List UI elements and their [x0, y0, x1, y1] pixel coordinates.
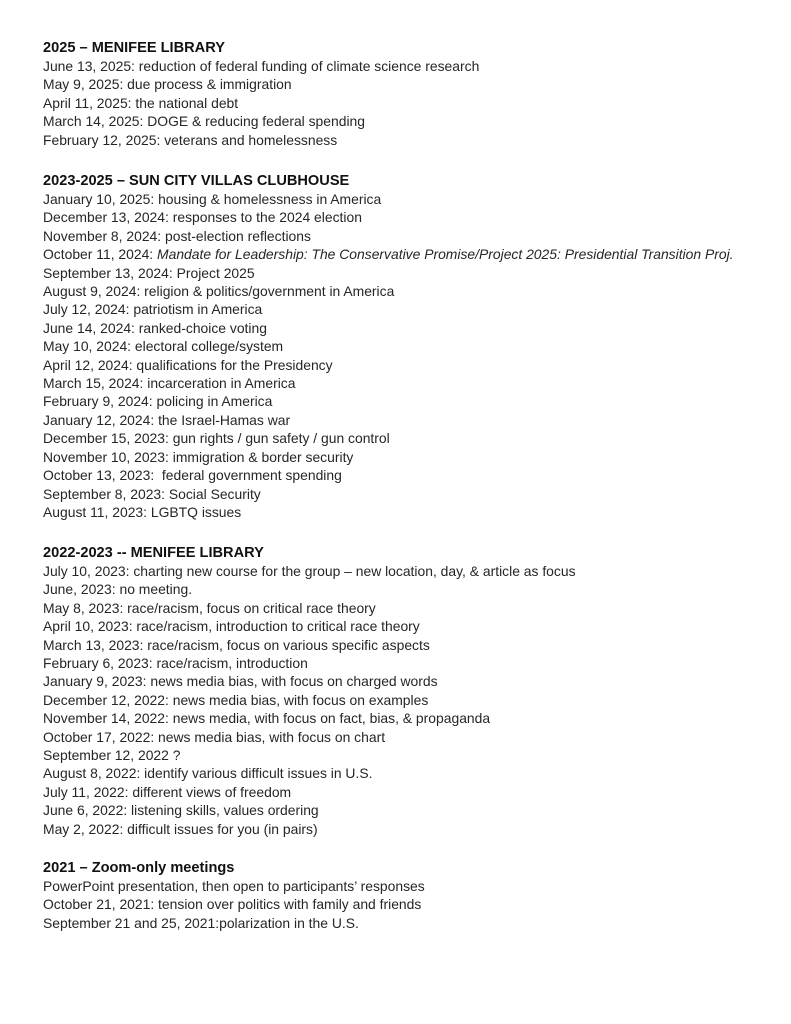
entry-topic: veterans and homelessness [160, 131, 338, 148]
meeting-entry [43, 580, 576, 598]
entry-date: October 13, 2023: [43, 467, 155, 484]
entry-date: June 13, 2025: [43, 58, 135, 74]
meeting-entry [43, 709, 576, 727]
entry-date: July 10, 2023: [43, 563, 130, 579]
entry-date: May 10, 2024: [43, 338, 132, 355]
entry-date: August 9, 2024: [43, 283, 141, 300]
entry-topic: news media, with focus on fact, bias, & propaganda [168, 710, 491, 727]
section-2023-2025-sun-city-villas [43, 171, 734, 521]
meeting-entry [43, 914, 425, 932]
meeting-entry [43, 94, 479, 112]
meeting-entry [43, 801, 576, 819]
entry-date: September 21 and 25, 2021: [43, 914, 220, 931]
entry-topic: PowerPoint presentation, then open to participants’ responses [43, 878, 425, 894]
entry-topic: housing & homelessness in America [154, 191, 382, 207]
entry-date: January 10, 2025: [43, 191, 155, 207]
meeting-entry [43, 429, 734, 447]
meeting-entry [43, 337, 734, 355]
entry-topic: news media bias, with focus on charged words [146, 673, 438, 690]
meeting-entry [43, 636, 576, 654]
entry-topic: responses to the 2024 election [168, 209, 362, 226]
section-2025-menifee-library [43, 38, 479, 149]
entry-topic: qualifications for the Presidency [132, 356, 333, 373]
meeting-entry [43, 617, 576, 635]
entry-topic: due process & immigration [123, 76, 292, 93]
entry-topic: DOGE & reducing federal spending [143, 113, 365, 130]
section-2022-2023-menifee-library [43, 543, 576, 838]
entry-topic: post-election reflections [161, 227, 311, 244]
entry-topic: race/racism, introduction [152, 655, 308, 672]
entry-topic: policing in America [152, 393, 273, 410]
entry-topic: tension over politics with family and friends [154, 896, 422, 913]
meeting-entry [43, 75, 479, 93]
meeting-entry [43, 208, 734, 226]
entry-date: February 9, 2024: [43, 393, 153, 410]
meeting-entry [43, 654, 576, 672]
meeting-entry [43, 672, 576, 690]
section-heading: 2025 – MENIFEE LIBRARY [43, 40, 225, 56]
entry-date: June 14, 2024: [43, 319, 135, 336]
meeting-entry [43, 392, 734, 410]
section-2021-zoom-only [43, 858, 425, 932]
entry-date: May 9, 2025: [43, 76, 124, 93]
entry-date: March 15, 2024: [43, 375, 144, 392]
entry-topic: Project 2025 [172, 264, 255, 281]
entry-date: March 13, 2023: [43, 636, 144, 653]
entry-date: March 14, 2025: [43, 113, 144, 130]
entry-date: February 12, 2025: [43, 131, 161, 148]
meeting-entry [43, 783, 576, 801]
entry-topic: race/racism, focus on various specific aspects [143, 636, 430, 653]
meeting-entry [43, 411, 734, 429]
entry-date: October 17, 2022: [43, 728, 155, 745]
meeting-entry [43, 764, 576, 782]
meeting-entry [43, 562, 576, 580]
entry-topic: Social Security [165, 485, 261, 502]
entry-topic: difficult issues for you (in pairs) [123, 820, 318, 837]
meeting-entry [43, 895, 425, 913]
entry-date: April 10, 2023: [43, 618, 133, 635]
entry-date: September 12, 2022 ? [43, 747, 181, 764]
entry-date: August 11, 2023: [43, 503, 148, 520]
entry-date: November 10, 2023: [43, 448, 169, 465]
meeting-entry [43, 691, 576, 709]
meeting-entry [43, 599, 576, 617]
entry-topic: gun rights / gun safety / gun control [168, 430, 390, 447]
entry-date: December 12, 2022: [43, 691, 169, 708]
entry-topic: different views of freedom [128, 783, 292, 800]
entry-date: May 2, 2022: [43, 820, 124, 837]
section-heading: 2021 – Zoom-only meetings [43, 860, 235, 876]
meeting-entry [43, 112, 479, 130]
entry-date: June 6, 2022: [43, 802, 128, 819]
entry-topic: news media bias, with focus on examples [168, 691, 429, 708]
entry-topic: listening skills, values ordering [127, 802, 319, 819]
meeting-entry [43, 282, 734, 300]
entry-date: July 11, 2022: [43, 783, 129, 800]
meeting-entry [43, 356, 734, 374]
entry-topic: the Israel-Hamas war [154, 411, 291, 428]
entry-topic: polarization in the U.S. [219, 914, 359, 931]
entry-date: September 8, 2023: [43, 485, 166, 502]
entry-topic: no meeting. [115, 581, 193, 598]
meeting-entry [43, 131, 479, 149]
section-heading: 2023-2025 – SUN CITY VILLAS CLUBHOUSE [43, 173, 350, 189]
entry-topic: immigration & border security [168, 448, 354, 465]
meeting-entry [43, 374, 734, 392]
meeting-entry [43, 877, 425, 895]
entry-topic: incarceration in America [143, 375, 296, 392]
meeting-entry [43, 264, 734, 282]
entry-date: October 21, 2021: [43, 896, 155, 913]
entry-topic: patriotism in America [129, 301, 263, 318]
entry-topic: religion & politics/government in America [140, 283, 395, 300]
entry-topic: identify various difficult issues in U.S. [140, 765, 373, 782]
meeting-entry [43, 485, 734, 503]
entry-topic: news media bias, with focus on chart [154, 728, 386, 745]
entry-date: August 8, 2022: [43, 765, 141, 782]
meeting-entry [43, 319, 734, 337]
entry-date: December 13, 2024: [43, 209, 169, 226]
meeting-entry [43, 227, 734, 245]
entry-topic: electoral college/system [131, 338, 284, 355]
entry-date: October 11, 2024: [43, 246, 158, 263]
entry-topic: race/racism, introduction to critical race theory [132, 618, 420, 635]
entry-topic: federal government spending [154, 467, 342, 484]
entry-date: September 13, 2024: [43, 264, 173, 281]
entry-date: February 6, 2023: [43, 655, 153, 672]
meeting-entry [43, 190, 734, 208]
entry-topic-book-title: Mandate for Leadership: The Conservative Promise/Project 2025: Presidential Transition Proj. [157, 246, 734, 263]
section-heading: 2022-2023 -- MENIFEE LIBRARY [43, 545, 264, 561]
entry-date: December 15, 2023: [43, 430, 169, 447]
entry-date: June, 2023: [43, 581, 116, 598]
entry-date: November 14, 2022: [43, 710, 169, 727]
entry-date: April 12, 2024: [43, 356, 133, 373]
entry-date: January 9, 2023: [43, 673, 147, 690]
entry-date: January 12, 2024: [43, 411, 155, 428]
meeting-entry [43, 820, 576, 838]
meeting-entry [43, 466, 734, 484]
entry-date: April 11, 2025: [43, 94, 132, 111]
meeting-entry [43, 300, 734, 318]
entry-date: November 8, 2024: [43, 227, 162, 244]
meeting-entry [43, 746, 576, 764]
entry-date: July 12, 2024: [43, 301, 130, 318]
entry-date: May 8, 2023: [43, 599, 124, 616]
meeting-entry [43, 245, 734, 263]
meeting-entry [43, 503, 734, 521]
entry-topic: race/racism, focus on critical race theory [123, 599, 376, 616]
entry-topic: ranked-choice voting [134, 319, 267, 336]
entry-topic: charting new course for the group – new location, day, & article as focus [129, 563, 576, 579]
meeting-entry [43, 728, 576, 746]
entry-topic: the national debt [131, 94, 239, 111]
entry-topic: LGBTQ issues [147, 503, 242, 520]
meeting-entry [43, 57, 479, 75]
meeting-entry [43, 448, 734, 466]
entry-topic: reduction of federal funding of climate science research [134, 58, 480, 74]
